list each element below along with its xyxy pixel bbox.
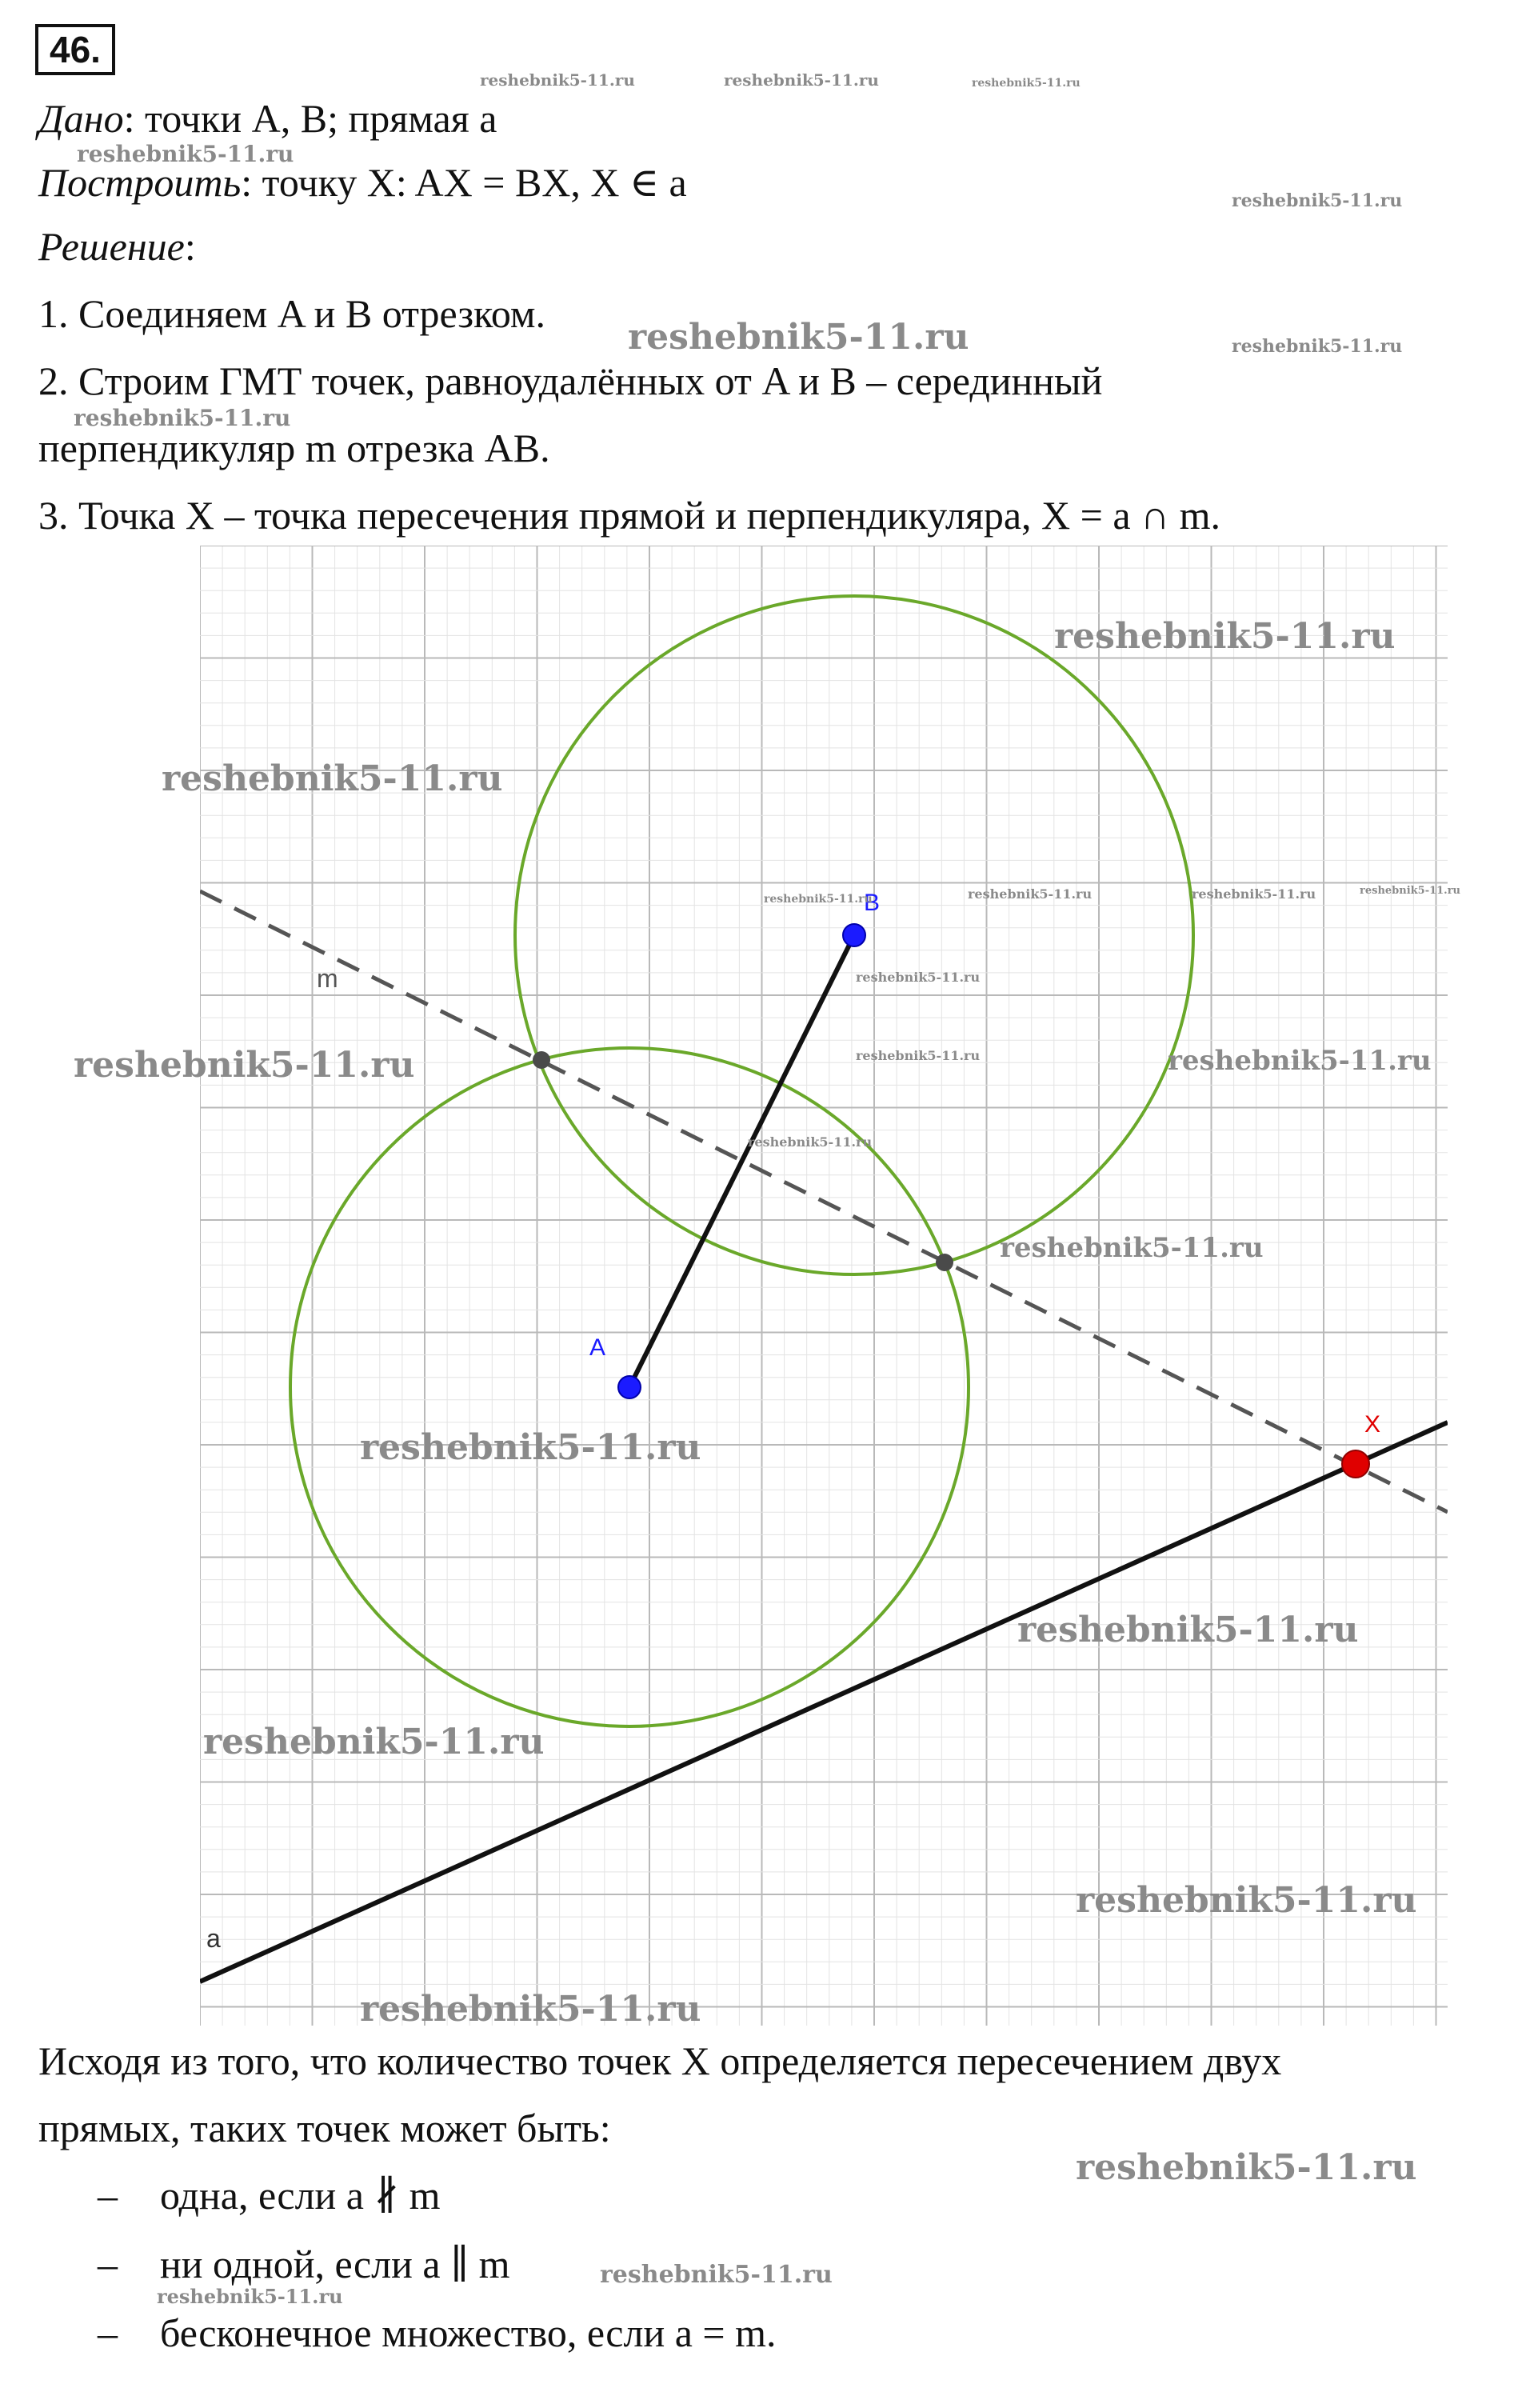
point-b [843, 924, 865, 946]
watermark: reshebnik5-11.ru [203, 1722, 545, 1762]
conclusion-line-2: прямых, таких точек может быть: [38, 2106, 611, 2150]
segment-ab [629, 935, 854, 1387]
case-1-text: одна, если a ∦ m [160, 2173, 441, 2218]
watermark: reshebnik5-11.ru [1076, 1880, 1417, 1921]
label-point-a: A [589, 1334, 606, 1361]
construct-label: Построить [38, 160, 242, 205]
watermark: reshebnik5-11.ru [1168, 1045, 1432, 1077]
watermark: reshebnik5-11.ru [724, 70, 879, 90]
watermark: reshebnik5-11.ru [360, 1427, 701, 1468]
case-3-dash: – [98, 2310, 118, 2355]
watermark: reshebnik5-11.ru [74, 405, 291, 431]
solution-colon: : [184, 224, 196, 269]
problem-number: 46. [35, 24, 115, 75]
step-3: 3. Точка X – точка пересечения прямой и перпендикуляра, X = a ∩ m. [38, 493, 1221, 538]
watermark: reshebnik5-11.ru [1017, 1610, 1359, 1650]
perpendicular-bisector-m [200, 891, 1448, 1512]
circle-intersection-lower [936, 1254, 953, 1271]
watermark: reshebnik5-11.ru [162, 758, 503, 799]
watermark: reshebnik5-11.ru [77, 141, 294, 167]
label-line-m: m [317, 964, 338, 993]
watermark: reshebnik5-11.ru [1360, 885, 1461, 897]
given-line [38, 94, 497, 142]
watermark: reshebnik5-11.ru [856, 1048, 981, 1063]
given-text: : точки A, B; прямая a [123, 96, 497, 141]
case-2-text: ни одной, если a ∥ m [160, 2242, 510, 2286]
label-point-b: B [864, 890, 881, 916]
watermark: reshebnik5-11.ru [1000, 1232, 1264, 1264]
watermark: reshebnik5-11.ru [1192, 886, 1316, 902]
watermark: reshebnik5-11.ru [1054, 616, 1396, 657]
watermark: reshebnik5-11.ru [764, 893, 873, 906]
conclusion-line-1: Исходя из того, что количество точек X определяется пересечением двух [38, 2038, 1282, 2083]
given-label: Дано [38, 96, 124, 141]
watermark: reshebnik5-11.ru [968, 886, 1093, 902]
watermark: reshebnik5-11.ru [74, 1045, 415, 1086]
watermark: reshebnik5-11.ru [1232, 336, 1403, 357]
label-line-a: a [206, 1924, 221, 1953]
case-1-dash: – [98, 2173, 118, 2218]
label-point-x: X [1364, 1411, 1381, 1438]
watermark: reshebnik5-11.ru [972, 77, 1081, 90]
watermark: reshebnik5-11.ru [600, 2261, 833, 2289]
watermark: reshebnik5-11.ru [748, 1134, 873, 1150]
watermark: reshebnik5-11.ru [480, 70, 635, 90]
step-2-continued: перпендикуляр m отрезка AB. [38, 426, 550, 470]
watermark: reshebnik5-11.ru [360, 1989, 701, 2030]
construct-text: : точку X: AX = BX, X ∈ a [241, 160, 687, 205]
solution-line [38, 222, 196, 270]
watermark: reshebnik5-11.ru [1232, 190, 1403, 211]
step-1: 1. Соединяем A и B отрезком. [38, 291, 546, 336]
point-a [618, 1376, 641, 1398]
watermark: reshebnik5-11.ru [1076, 2147, 1417, 2188]
watermark: reshebnik5-11.ru [856, 970, 981, 985]
watermark: reshebnik5-11.ru [628, 317, 969, 358]
step-2: 2. Строим ГМТ точек, равноудалённых от A и B – серединный [38, 358, 1103, 403]
point-x [1342, 1450, 1369, 1478]
solution-label: Решение [38, 224, 185, 269]
case-2-dash: – [98, 2242, 118, 2286]
circle-intersection-upper [533, 1051, 550, 1069]
watermark: reshebnik5-11.ru [157, 2285, 343, 2308]
case-3-text: бесконечное множество, если a = m. [160, 2310, 777, 2355]
